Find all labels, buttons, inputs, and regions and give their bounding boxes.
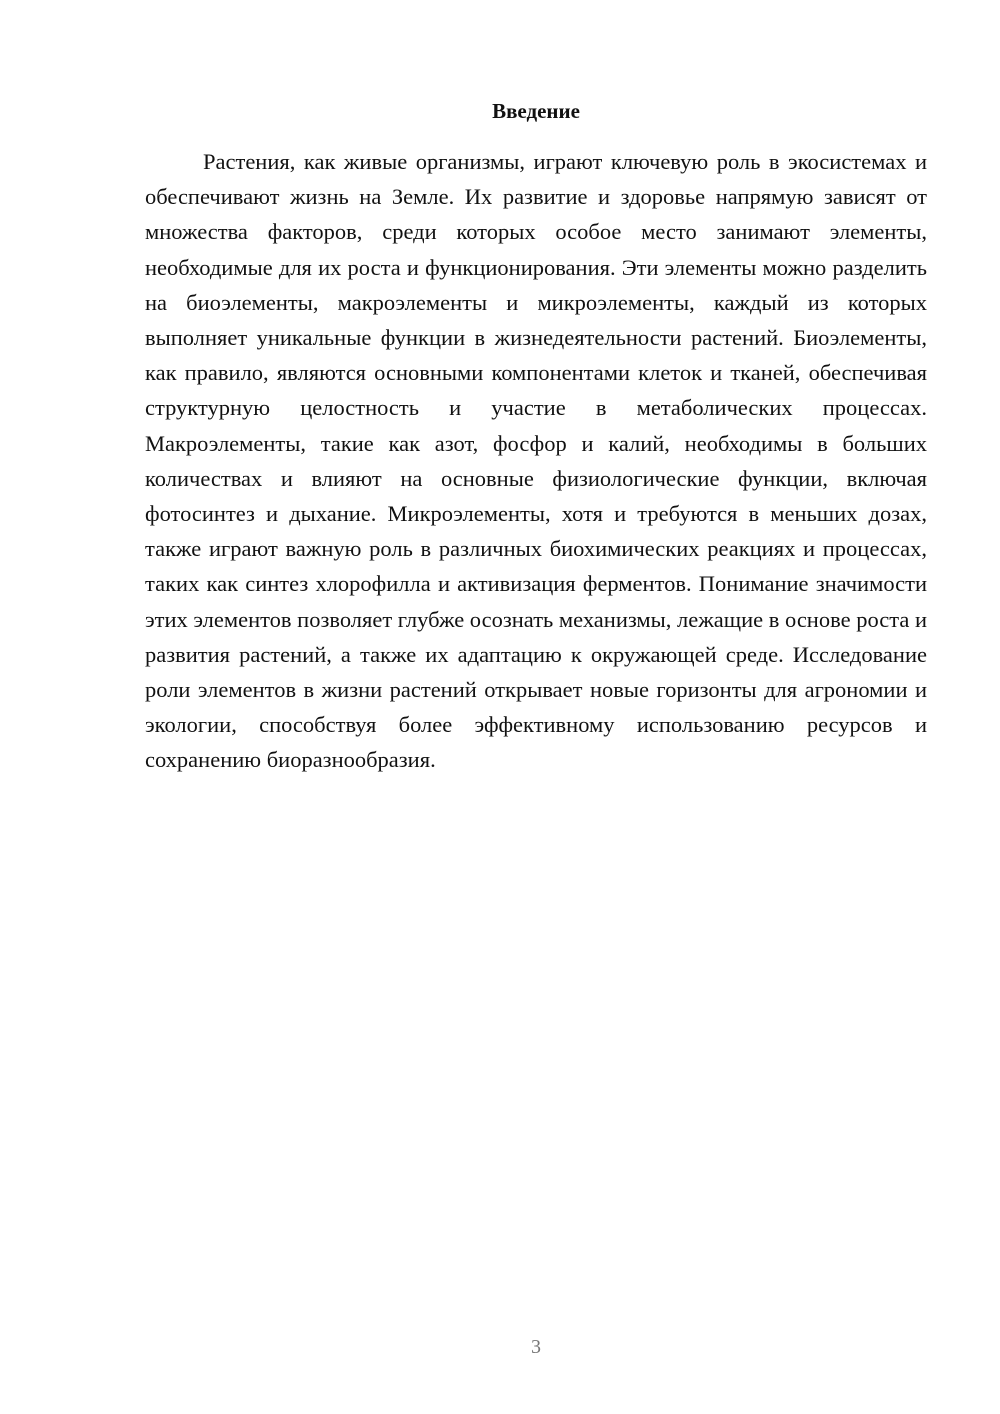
- body-paragraph: Растения, как живые организмы, играют ключевую роль в экосистемах и обеспечивают жизнь на Земле. Их развитие и здоровье напрямую зависят от множества факторов, среди которых особое место занимают элементы, необходимые для их роста и функционирования. Эти элементы можно разделить на биоэлементы, макроэлементы и микроэлементы, каждый из которых выполняет уникальные функции в жизнедеятельности растений. Биоэлементы, как правило, являются основными компонентами клеток и тканей, обеспечивая структурную целостность и участие в метаболических процессах. Макроэлементы, такие как азот, фосфор и калий, необходимы в больших количествах и влияют на основные физиологические функции, включая фотосинтез и дыхание. Микроэлементы, хотя и требуются в меньших дозах, также играют важную роль в различных биохимических реакциях и процессах, таких как синтез хлорофилла и активизация ферментов. Понимание значимости этих элементов позволяет глубже осознать механизмы, лежащие в основе роста и развития растений, а также их адаптацию к окружающей среде. Исследование роли элементов в жизни растений открывает новые горизонты для агрономии и экологии, способствуя более эффективному использованию ресурсов и сохранению биоразнообразия.: [145, 149, 928, 773]
- page-number: 3: [531, 1336, 541, 1358]
- section-heading: Введение: [492, 99, 580, 123]
